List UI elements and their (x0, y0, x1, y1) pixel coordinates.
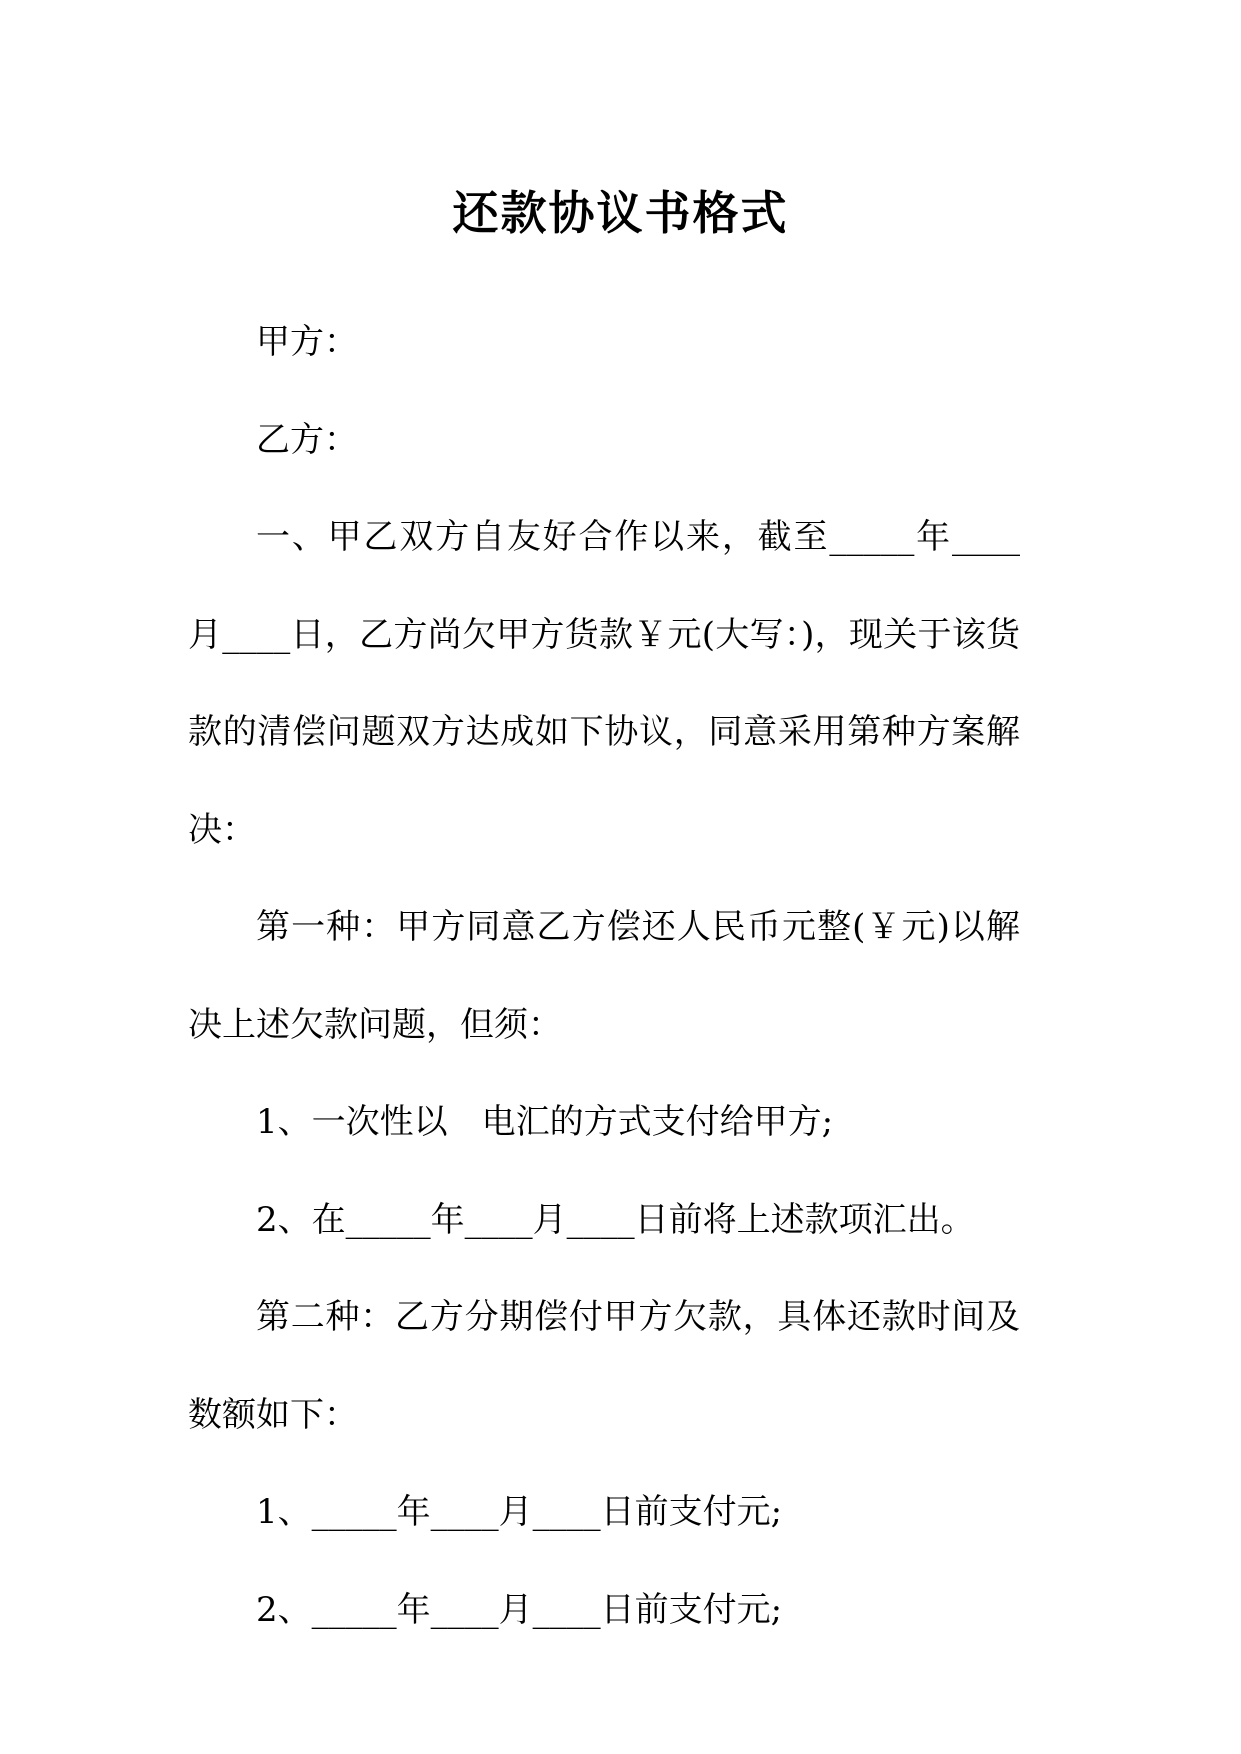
option-two-item-2: 2、_____年____月____日前支付元; (256, 1589, 783, 1630)
option-two-item-1: 1、_____年____月____日前支付元; (256, 1492, 783, 1532)
option-one-item-1: 1、一次性以 电汇的方式支付给甲方; (256, 1102, 834, 1142)
clause-one-paragraph: 一、甲乙双方自友好合作以来，截至_____年____月____日，乙方尚欠甲方货款￥元(大写：)，现关于该货款的清偿问题双方达成如下协议，同意采用第种方案解决： (188, 517, 1020, 850)
option-one-item-2: 2、在_____年____月____日前将上述款项汇出。 (256, 1199, 975, 1240)
document-body (188, 294, 1020, 1659)
party-a-line: 甲方： (256, 322, 358, 362)
party-b-line: 乙方： (256, 419, 358, 460)
option-two-paragraph: 第二种：乙方分期偿付甲方欠款，具体还款时间及数额如下： (188, 1297, 1020, 1435)
document-title: 还款协议书格式 (452, 185, 789, 240)
option-one-paragraph: 第一种：甲方同意乙方偿还人民币元整(￥元)以解决上述欠款问题，但须： (188, 907, 1020, 1045)
